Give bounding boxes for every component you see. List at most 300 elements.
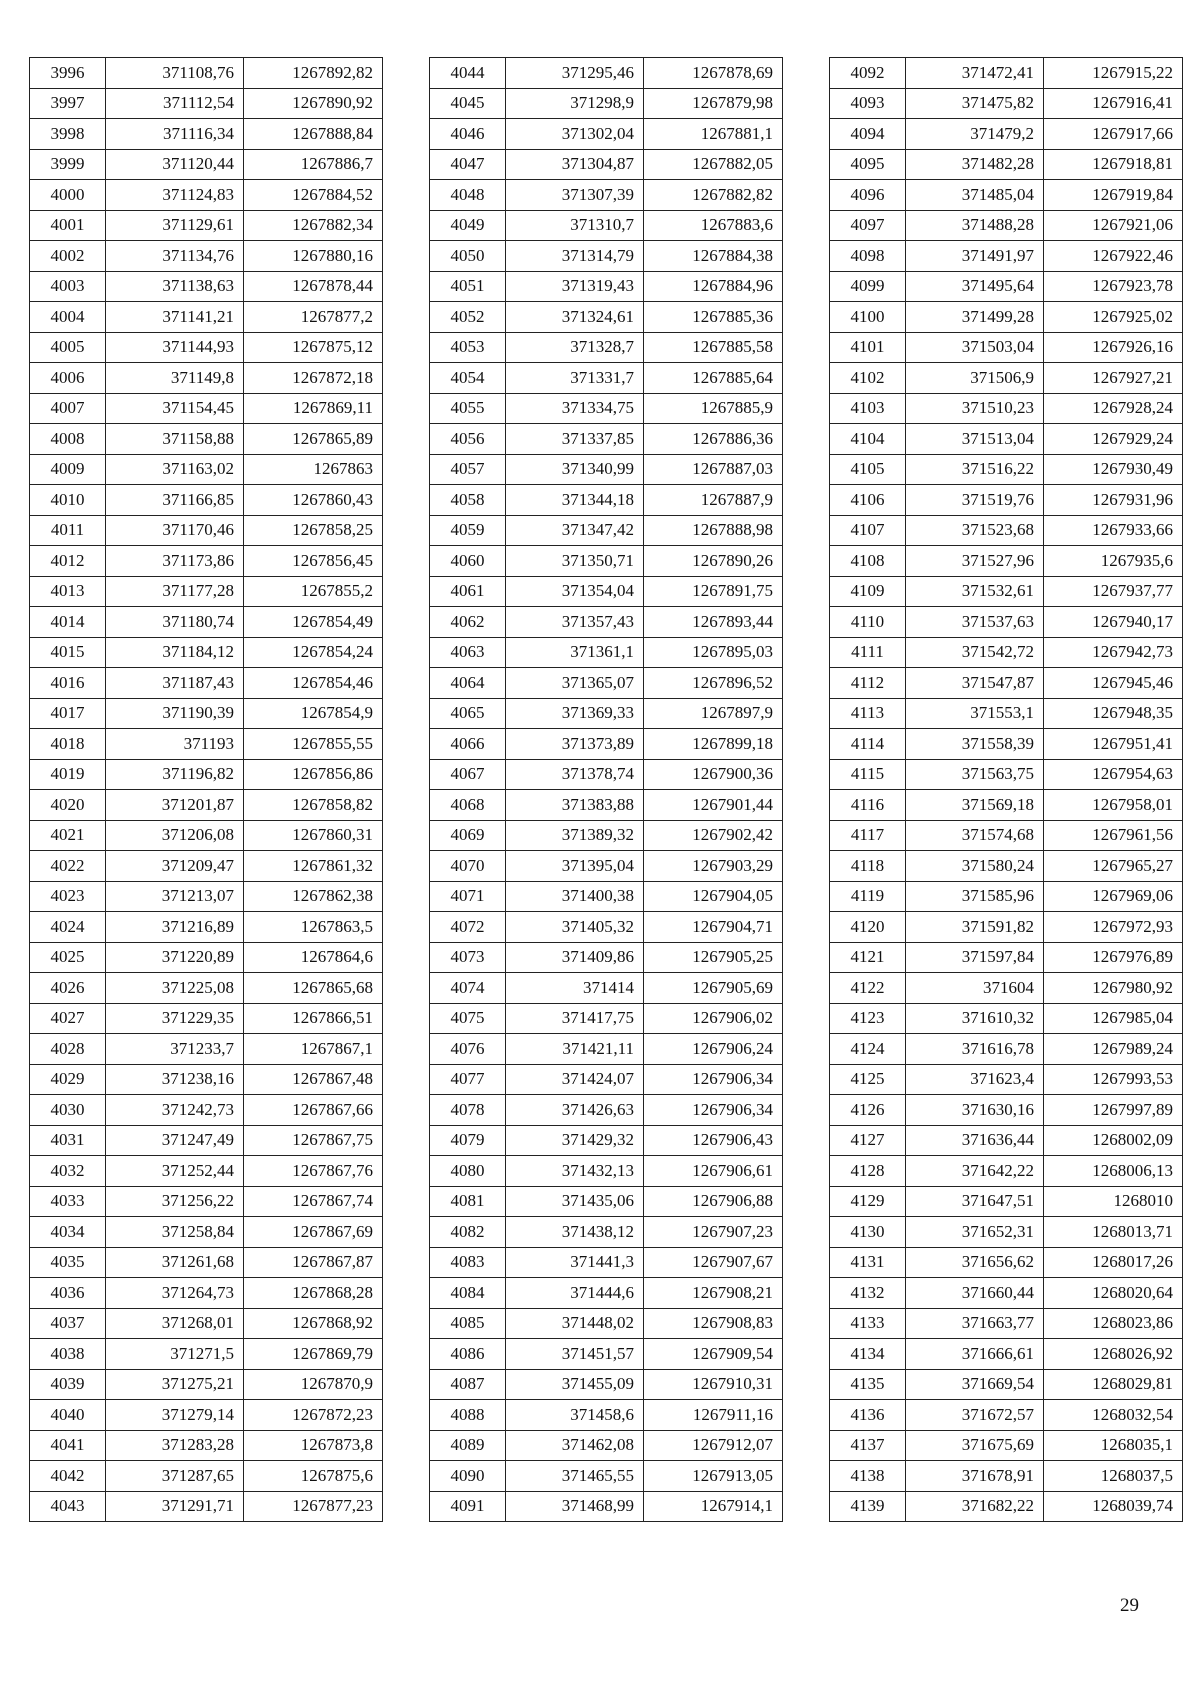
table-row [830,546,1183,577]
x-coordinate-cell: 371149,8 [106,363,244,394]
table-row [830,241,1183,272]
x-coordinate-cell: 371465,55 [506,1461,644,1492]
point-number-cell: 4042 [30,1461,106,1492]
y-coordinate-cell: 1268035,1 [1044,1430,1183,1461]
y-coordinate-cell: 1268010 [1044,1186,1183,1217]
point-number-cell: 4024 [30,912,106,943]
y-coordinate-cell: 1267882,34 [244,210,383,241]
x-coordinate-cell: 371652,31 [906,1217,1044,1248]
point-number-cell: 4128 [830,1156,906,1187]
x-coordinate-cell: 371475,82 [906,88,1044,119]
x-coordinate-cell: 371421,11 [506,1034,644,1065]
x-coordinate-cell: 371527,96 [906,546,1044,577]
y-coordinate-cell: 1267904,71 [644,912,783,943]
point-number-cell: 4025 [30,942,106,973]
x-coordinate-cell: 371429,32 [506,1125,644,1156]
table-row [830,1064,1183,1095]
x-coordinate-cell: 371455,09 [506,1369,644,1400]
point-number-cell: 4080 [430,1156,506,1187]
x-coordinate-cell: 371347,42 [506,515,644,546]
x-coordinate-cell: 371669,54 [906,1369,1044,1400]
table-row [30,180,383,211]
point-number-cell: 4045 [430,88,506,119]
point-number-cell: 4063 [430,637,506,668]
y-coordinate-cell: 1267928,24 [1044,393,1183,424]
x-coordinate-cell: 371112,54 [106,88,244,119]
y-coordinate-cell: 1267888,84 [244,119,383,150]
y-coordinate-cell: 1267867,1 [244,1034,383,1065]
table-row [30,1156,383,1187]
x-coordinate-cell: 371324,61 [506,302,644,333]
table-row [430,1156,783,1187]
point-number-cell: 4054 [430,363,506,394]
table-row [430,546,783,577]
table-row [30,58,383,89]
x-coordinate-cell: 371298,9 [506,88,644,119]
table-row [830,1125,1183,1156]
x-coordinate-cell: 371170,46 [106,515,244,546]
x-coordinate-cell: 371574,68 [906,820,1044,851]
point-number-cell: 4056 [430,424,506,455]
point-number-cell: 4034 [30,1217,106,1248]
point-number-cell: 4016 [30,668,106,699]
y-coordinate-cell: 1267931,96 [1044,485,1183,516]
table-row [30,363,383,394]
x-coordinate-cell: 371666,61 [906,1339,1044,1370]
y-coordinate-cell: 1267897,9 [644,698,783,729]
point-number-cell: 4132 [830,1278,906,1309]
y-coordinate-cell: 1267869,79 [244,1339,383,1370]
point-number-cell: 4087 [430,1369,506,1400]
point-number-cell: 4010 [30,485,106,516]
x-coordinate-cell: 371252,44 [106,1156,244,1187]
x-coordinate-cell: 371604 [906,973,1044,1004]
table-row [830,119,1183,150]
y-coordinate-cell: 1267985,04 [1044,1003,1183,1034]
x-coordinate-cell: 371616,78 [906,1034,1044,1065]
table-row [30,1186,383,1217]
point-number-cell: 4037 [30,1308,106,1339]
table-row [30,1125,383,1156]
table-row [830,729,1183,760]
table-row [430,1034,783,1065]
point-number-cell: 4076 [430,1034,506,1065]
table-row [430,820,783,851]
coordinate-table-1 [29,57,383,1522]
y-coordinate-cell: 1267862,38 [244,881,383,912]
point-number-cell: 4084 [430,1278,506,1309]
x-coordinate-cell: 371623,4 [906,1064,1044,1095]
x-coordinate-cell: 371523,68 [906,515,1044,546]
y-coordinate-cell: 1267940,17 [1044,607,1183,638]
y-coordinate-cell: 1267855,55 [244,729,383,760]
x-coordinate-cell: 371304,87 [506,149,644,180]
point-number-cell: 4057 [430,454,506,485]
x-coordinate-cell: 371426,63 [506,1095,644,1126]
table-row [830,1095,1183,1126]
x-coordinate-cell: 371271,5 [106,1339,244,1370]
x-coordinate-cell: 371331,7 [506,363,644,394]
y-coordinate-cell: 1267912,07 [644,1430,783,1461]
y-coordinate-cell: 1267906,24 [644,1034,783,1065]
x-coordinate-cell: 371678,91 [906,1461,1044,1492]
x-coordinate-cell: 371361,1 [506,637,644,668]
y-coordinate-cell: 1267961,56 [1044,820,1183,851]
y-coordinate-cell: 1267922,46 [1044,241,1183,272]
y-coordinate-cell: 1267976,89 [1044,942,1183,973]
y-coordinate-cell: 1267902,42 [644,820,783,851]
table-row [830,302,1183,333]
point-number-cell: 4110 [830,607,906,638]
y-coordinate-cell: 1267881,1 [644,119,783,150]
y-coordinate-cell: 1267937,77 [1044,576,1183,607]
x-coordinate-cell: 371116,34 [106,119,244,150]
table-row [30,1400,383,1431]
x-coordinate-cell: 371206,08 [106,820,244,851]
table-row [830,1247,1183,1278]
table-row [430,1400,783,1431]
table-row [430,1430,783,1461]
x-coordinate-cell: 371337,85 [506,424,644,455]
point-number-cell: 4081 [430,1186,506,1217]
point-number-cell: 4021 [30,820,106,851]
y-coordinate-cell: 1267890,26 [644,546,783,577]
x-coordinate-cell: 371682,22 [906,1491,1044,1522]
table-row [830,1461,1183,1492]
table-row [30,912,383,943]
point-number-cell: 4046 [430,119,506,150]
table-row [30,241,383,272]
table-row [830,1400,1183,1431]
y-coordinate-cell: 1267933,66 [1044,515,1183,546]
point-number-cell: 4125 [830,1064,906,1095]
y-coordinate-cell: 1267906,88 [644,1186,783,1217]
x-coordinate-cell: 371400,38 [506,881,644,912]
y-coordinate-cell: 1268020,64 [1044,1278,1183,1309]
page-number: 29 [1120,1595,1139,1616]
point-number-cell: 4007 [30,393,106,424]
y-coordinate-cell: 1267916,41 [1044,88,1183,119]
table-row [430,454,783,485]
x-coordinate-cell: 371141,21 [106,302,244,333]
point-number-cell: 4111 [830,637,906,668]
x-coordinate-cell: 371580,24 [906,851,1044,882]
x-coordinate-cell: 371610,32 [906,1003,1044,1034]
table-row [430,1339,783,1370]
y-coordinate-cell: 1267865,89 [244,424,383,455]
x-coordinate-cell: 371233,7 [106,1034,244,1065]
y-coordinate-cell: 1267887,9 [644,485,783,516]
point-number-cell: 4119 [830,881,906,912]
table-row [30,1003,383,1034]
table-row [430,88,783,119]
table-row [830,668,1183,699]
y-coordinate-cell: 1267872,18 [244,363,383,394]
x-coordinate-cell: 371513,04 [906,424,1044,455]
point-number-cell: 4107 [830,515,906,546]
y-coordinate-cell: 1267980,92 [1044,973,1183,1004]
point-number-cell: 4122 [830,973,906,1004]
point-number-cell: 4094 [830,119,906,150]
point-number-cell: 4067 [430,759,506,790]
table-row [30,149,383,180]
x-coordinate-cell: 371441,3 [506,1247,644,1278]
table-row [430,119,783,150]
x-coordinate-cell: 371163,02 [106,454,244,485]
table-row [30,1034,383,1065]
point-number-cell: 4098 [830,241,906,272]
point-number-cell: 4005 [30,332,106,363]
point-number-cell: 4079 [430,1125,506,1156]
table-row [30,1369,383,1400]
y-coordinate-cell: 1267885,64 [644,363,783,394]
point-number-cell: 4103 [830,393,906,424]
x-coordinate-cell: 371537,63 [906,607,1044,638]
y-coordinate-cell: 1267948,35 [1044,698,1183,729]
y-coordinate-cell: 1267866,51 [244,1003,383,1034]
point-number-cell: 4135 [830,1369,906,1400]
table-row [430,180,783,211]
y-coordinate-cell: 1268002,09 [1044,1125,1183,1156]
x-coordinate-cell: 371173,86 [106,546,244,577]
point-number-cell: 3997 [30,88,106,119]
table-row [30,302,383,333]
x-coordinate-cell: 371597,84 [906,942,1044,973]
x-coordinate-cell: 371378,74 [506,759,644,790]
table-row [830,790,1183,821]
y-coordinate-cell: 1267997,89 [1044,1095,1183,1126]
point-number-cell: 4123 [830,1003,906,1034]
x-coordinate-cell: 371558,39 [906,729,1044,760]
y-coordinate-cell: 1267906,61 [644,1156,783,1187]
y-coordinate-cell: 1267861,32 [244,851,383,882]
table-row [830,210,1183,241]
x-coordinate-cell: 371302,04 [506,119,644,150]
point-number-cell: 4134 [830,1339,906,1370]
y-coordinate-cell: 1267880,16 [244,241,383,272]
x-coordinate-cell: 371264,73 [106,1278,244,1309]
point-number-cell: 4093 [830,88,906,119]
table-row [430,729,783,760]
y-coordinate-cell: 1267892,82 [244,58,383,89]
table-row [30,698,383,729]
x-coordinate-cell: 371247,49 [106,1125,244,1156]
x-coordinate-cell: 371287,65 [106,1461,244,1492]
y-coordinate-cell: 1267875,6 [244,1461,383,1492]
table-row [430,1308,783,1339]
y-coordinate-cell: 1267935,6 [1044,546,1183,577]
y-coordinate-cell: 1268037,5 [1044,1461,1183,1492]
point-number-cell: 4118 [830,851,906,882]
table-row [30,424,383,455]
point-number-cell: 4137 [830,1430,906,1461]
table-row [30,942,383,973]
x-coordinate-cell: 371642,22 [906,1156,1044,1187]
point-number-cell: 4090 [430,1461,506,1492]
y-coordinate-cell: 1268023,86 [1044,1308,1183,1339]
y-coordinate-cell: 1267909,54 [644,1339,783,1370]
x-coordinate-cell: 371503,04 [906,332,1044,363]
y-coordinate-cell: 1267863,5 [244,912,383,943]
y-coordinate-cell: 1267885,58 [644,332,783,363]
table-row [430,790,783,821]
y-coordinate-cell: 1267875,12 [244,332,383,363]
table-row [830,759,1183,790]
table-row [30,1095,383,1126]
table-row [430,1095,783,1126]
x-coordinate-cell: 371488,28 [906,210,1044,241]
x-coordinate-cell: 371350,71 [506,546,644,577]
point-number-cell: 4020 [30,790,106,821]
y-coordinate-cell: 1267989,24 [1044,1034,1183,1065]
x-coordinate-cell: 371340,99 [506,454,644,485]
x-coordinate-cell: 371495,64 [906,271,1044,302]
y-coordinate-cell: 1267921,06 [1044,210,1183,241]
table-row [430,607,783,638]
point-number-cell: 4139 [830,1491,906,1522]
x-coordinate-cell: 371365,07 [506,668,644,699]
y-coordinate-cell: 1267923,78 [1044,271,1183,302]
y-coordinate-cell: 1267878,69 [644,58,783,89]
x-coordinate-cell: 371630,16 [906,1095,1044,1126]
point-number-cell: 4029 [30,1064,106,1095]
point-number-cell: 4038 [30,1339,106,1370]
y-coordinate-cell: 1267886,36 [644,424,783,455]
x-coordinate-cell: 371519,76 [906,485,1044,516]
y-coordinate-cell: 1267930,49 [1044,454,1183,485]
y-coordinate-cell: 1267882,82 [644,180,783,211]
y-coordinate-cell: 1267958,01 [1044,790,1183,821]
x-coordinate-cell: 371196,82 [106,759,244,790]
coordinate-table-3 [829,57,1183,1522]
table-row [430,576,783,607]
point-number-cell: 4126 [830,1095,906,1126]
point-number-cell: 4053 [430,332,506,363]
point-number-cell: 4036 [30,1278,106,1309]
x-coordinate-cell: 371444,6 [506,1278,644,1309]
point-number-cell: 4097 [830,210,906,241]
x-coordinate-cell: 371405,32 [506,912,644,943]
table-row [30,546,383,577]
y-coordinate-cell: 1268039,74 [1044,1491,1183,1522]
y-coordinate-cell: 1267855,2 [244,576,383,607]
y-coordinate-cell: 1267867,74 [244,1186,383,1217]
table-row [830,1308,1183,1339]
y-coordinate-cell: 1267908,83 [644,1308,783,1339]
point-number-cell: 4006 [30,363,106,394]
point-number-cell: 4105 [830,454,906,485]
point-number-cell: 4086 [430,1339,506,1370]
table-row [830,576,1183,607]
x-coordinate-cell: 371563,75 [906,759,1044,790]
table-row [430,1369,783,1400]
point-number-cell: 4022 [30,851,106,882]
table-row [30,88,383,119]
y-coordinate-cell: 1267913,05 [644,1461,783,1492]
x-coordinate-cell: 371499,28 [906,302,1044,333]
x-coordinate-cell: 371409,86 [506,942,644,973]
point-number-cell: 4023 [30,881,106,912]
point-number-cell: 4077 [430,1064,506,1095]
x-coordinate-cell: 371479,2 [906,119,1044,150]
x-coordinate-cell: 371516,22 [906,454,1044,485]
table-row [830,1491,1183,1522]
y-coordinate-cell: 1267954,63 [1044,759,1183,790]
point-number-cell: 4018 [30,729,106,760]
table-row [830,1430,1183,1461]
table-row [830,1369,1183,1400]
table-row [430,1491,783,1522]
point-number-cell: 4083 [430,1247,506,1278]
x-coordinate-cell: 371663,77 [906,1308,1044,1339]
y-coordinate-cell: 1267884,96 [644,271,783,302]
point-number-cell: 4017 [30,698,106,729]
table-row [430,942,783,973]
point-number-cell: 3998 [30,119,106,150]
table-row [830,58,1183,89]
point-number-cell: 4030 [30,1095,106,1126]
point-number-cell: 4049 [430,210,506,241]
x-coordinate-cell: 371438,12 [506,1217,644,1248]
x-coordinate-cell: 371187,43 [106,668,244,699]
point-number-cell: 4052 [430,302,506,333]
y-coordinate-cell: 1267879,98 [644,88,783,119]
y-coordinate-cell: 1267887,03 [644,454,783,485]
point-number-cell: 4009 [30,454,106,485]
y-coordinate-cell: 1267901,44 [644,790,783,821]
y-coordinate-cell: 1267906,34 [644,1095,783,1126]
x-coordinate-cell: 371258,84 [106,1217,244,1248]
x-coordinate-cell: 371334,75 [506,393,644,424]
x-coordinate-cell: 371190,39 [106,698,244,729]
point-number-cell: 4026 [30,973,106,1004]
table-row [830,424,1183,455]
y-coordinate-cell: 1267993,53 [1044,1064,1183,1095]
table-row [430,912,783,943]
point-number-cell: 4070 [430,851,506,882]
point-number-cell: 4116 [830,790,906,821]
table-row [830,607,1183,638]
x-coordinate-cell: 371432,13 [506,1156,644,1187]
y-coordinate-cell: 1267854,24 [244,637,383,668]
x-coordinate-cell: 371344,18 [506,485,644,516]
table-row [30,119,383,150]
table-row [30,973,383,1004]
point-number-cell: 4066 [430,729,506,760]
point-number-cell: 4117 [830,820,906,851]
y-coordinate-cell: 1267858,82 [244,790,383,821]
table-row [430,393,783,424]
x-coordinate-cell: 371177,28 [106,576,244,607]
table-row [830,393,1183,424]
point-number-cell: 4115 [830,759,906,790]
table-row [30,729,383,760]
y-coordinate-cell: 1267870,9 [244,1369,383,1400]
x-coordinate-cell: 371307,39 [506,180,644,211]
y-coordinate-cell: 1267904,05 [644,881,783,912]
point-number-cell: 4068 [430,790,506,821]
table-row [430,759,783,790]
table-row [30,1430,383,1461]
point-number-cell: 4033 [30,1186,106,1217]
point-number-cell: 4113 [830,698,906,729]
y-coordinate-cell: 1267867,66 [244,1095,383,1126]
table-row [30,790,383,821]
point-number-cell: 4112 [830,668,906,699]
table-row [30,1339,383,1370]
table-row [30,668,383,699]
point-number-cell: 3999 [30,149,106,180]
